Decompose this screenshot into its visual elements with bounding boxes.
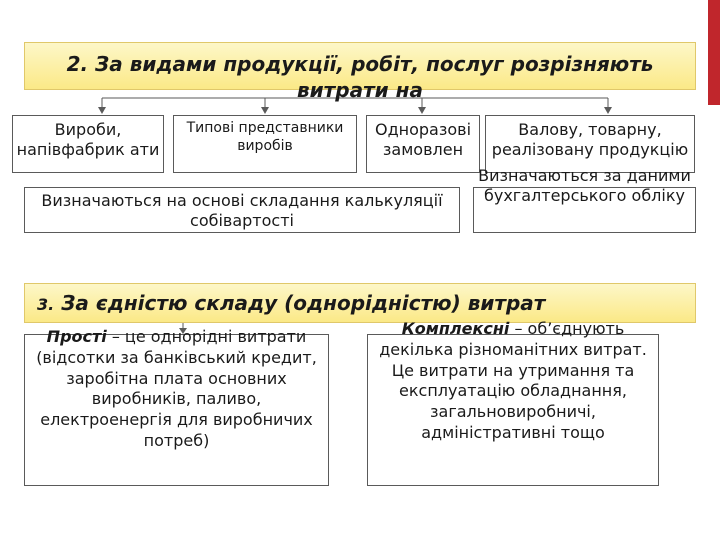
simple-costs-box [24,327,329,486]
note-calculation [24,187,460,233]
arrow-b3 [418,107,426,114]
complex-costs-term: Комплексні [401,319,510,338]
complex-costs-text: – об’єднують декілька різноманітних витрат. Це витрати на утримання та експлуатацію обладнання, загальновиробничі, адміністративні тощо [379,319,647,442]
item-gross-output-label: Валову, товарну, реалізовану продукцію [491,120,689,159]
item-typical-products-label: Типові представники виробів [186,120,344,154]
complex-costs-box [367,319,659,486]
item-products [12,115,164,173]
item-products-label: Вироби, напівфабрик ати [16,120,160,159]
arrow-b4 [604,107,612,114]
section-2-title: 2. За видами продукції, робіт, послуг розрізняють витрати на [66,52,654,102]
note-calculation-text: Визначаються на основі складання калькуляції собівартості [41,191,443,230]
note-accounting [473,166,696,233]
arrow-b2 [261,107,269,114]
section-3-number: 3. [37,295,55,314]
section-3-header [24,283,696,323]
simple-costs-text: – це однорідні витрати (відсотки за банківський кредит, заробітна плата основних виробників, паливо, електроенергія для виробничих потреб) [36,327,317,450]
item-gross-output [485,115,695,173]
arrow-b1 [98,107,106,114]
section-2-header [24,42,696,102]
simple-costs-content [25,327,328,452]
note-accounting-text: Визначаються за даними бухгалтерського обліку [478,166,691,205]
item-single-orders-label: Одноразові замовлен [374,120,472,159]
section-3-title: За єдністю складу (однорідністю) витрат [61,291,546,315]
item-single-orders [366,115,480,173]
complex-costs-content [368,319,658,444]
simple-costs-term: Прості [46,327,107,346]
item-typical-products [173,115,357,173]
